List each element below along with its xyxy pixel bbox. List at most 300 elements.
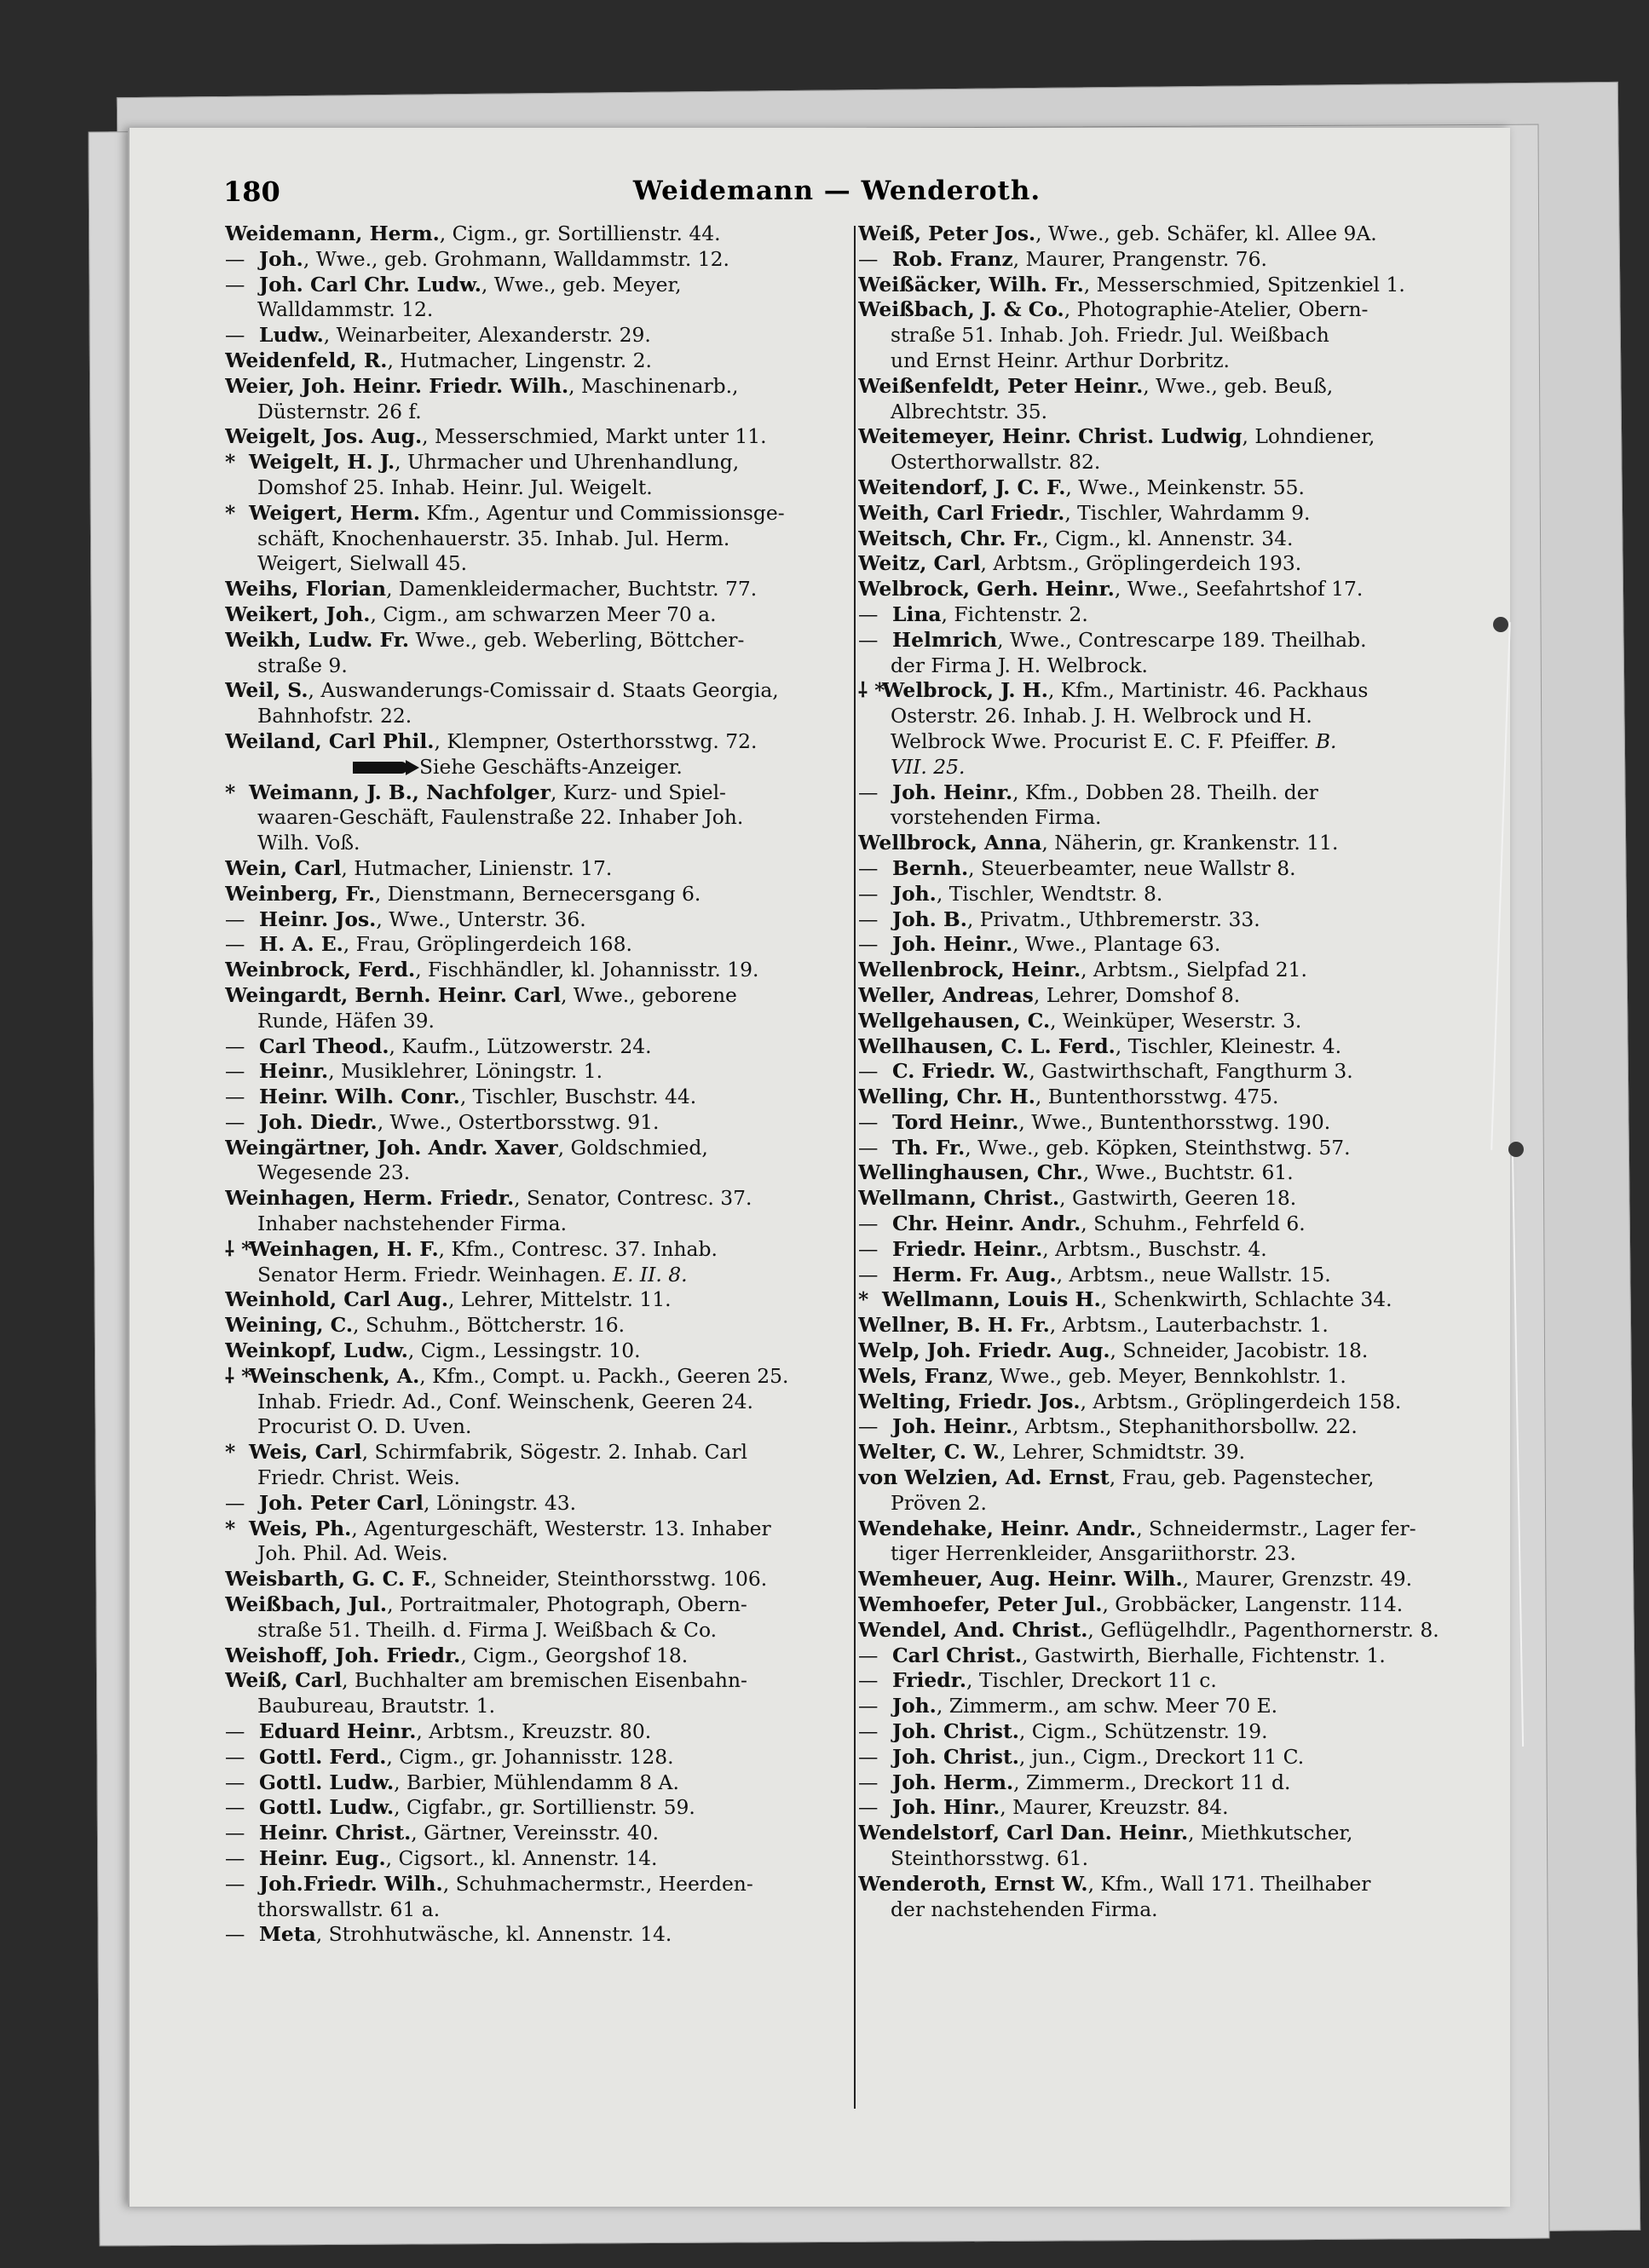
entry-text: , Weinarbeiter, Alexanderstr. 29. xyxy=(323,323,651,348)
entry-name: Welbrock, Gerh. Heinr. xyxy=(858,577,1115,602)
entry-name: Weith, Carl Friedr. xyxy=(858,500,1065,525)
dash-mark: — xyxy=(858,1109,879,1134)
dash-mark: — xyxy=(225,1795,245,1820)
entry-text: , Löningstr. 43. xyxy=(423,1490,577,1515)
directory-line xyxy=(225,1313,856,1338)
entry-text: Senator Herm. Friedr. Weinhagen. xyxy=(257,1262,607,1287)
entry-text: , Hutmacher, Linienstr. 17. xyxy=(341,855,613,880)
entry-text: Wwe., geb. Weberling, Böttcher- xyxy=(409,627,745,652)
entry-text: , Strohhutwäsche, kl. Annenstr. 14. xyxy=(315,1922,672,1947)
entry-text: , Tischler, Buschstr. 44. xyxy=(459,1085,697,1109)
entry-name: Weigelt, H. J. xyxy=(249,450,395,475)
directory-line xyxy=(225,1440,856,1465)
entry-text: , Wwe., geb. Köpken, Steinthstwg. 57. xyxy=(965,1135,1351,1160)
directory-line xyxy=(858,1872,1489,1897)
entry-text: Joh. Phil. Ad. Weis. xyxy=(257,1541,448,1566)
entry-name: Wendehake, Heinr. Andr. xyxy=(858,1516,1137,1540)
entry-text: , Lohndiener, xyxy=(1242,424,1375,449)
entry-name: Welp, Joh. Friedr. Aug. xyxy=(858,1338,1110,1363)
directory-line xyxy=(225,1414,856,1440)
entry-name: Welbrock, J. H. xyxy=(882,678,1048,703)
entry-name: Heinr. Eug. xyxy=(259,1846,386,1870)
directory-line xyxy=(858,805,1489,831)
entry-text: straße 9. xyxy=(257,653,348,677)
directory-line xyxy=(858,1897,1489,1923)
page-number: 180 xyxy=(223,176,280,208)
entry-text: , Cigm., Schützenstr. 19. xyxy=(1018,1719,1268,1744)
entry-name: Gottl. Ludw. xyxy=(259,1770,395,1794)
dash-mark: — xyxy=(225,932,245,957)
entry-text: , Wwe., Seefahrtshof 17. xyxy=(1114,577,1364,602)
entry-text: , Lehrer, Domshof 8. xyxy=(1033,982,1241,1007)
directory-line xyxy=(858,729,1489,755)
entry-text: , Schuhmachermstr., Heerden- xyxy=(442,1871,753,1896)
directory-line xyxy=(225,222,856,247)
directory-line xyxy=(858,1034,1489,1060)
entry-name: Weimann, J. B., Nachfolger xyxy=(249,780,551,804)
entry-text: , Wwe., Buchtstr. 61. xyxy=(1082,1160,1294,1185)
entry-name: Chr. Heinr. Andr. xyxy=(892,1212,1081,1236)
directory-line xyxy=(225,1821,856,1846)
directory-line xyxy=(858,856,1489,882)
entry-name: Weinkopf, Ludw. xyxy=(225,1338,408,1363)
entry-text: , Dienstmann, Bernecersgang 6. xyxy=(374,881,701,906)
entry-name: Weißenfeldt, Peter Heinr. xyxy=(858,373,1144,398)
directory-line xyxy=(858,1186,1489,1212)
dash-mark: — xyxy=(858,627,879,652)
directory-line xyxy=(858,602,1489,628)
entry-text: Domshof 25. Inhab. Heinr. Jul. Weigelt. xyxy=(257,475,653,499)
entry-text: thorswallstr. 61 a. xyxy=(257,1897,441,1921)
directory-line xyxy=(225,907,856,933)
dash-mark: — xyxy=(225,907,245,931)
entry-text: , jun., Cigm., Dreckort 11 C. xyxy=(1018,1744,1305,1769)
directory-line xyxy=(858,400,1489,425)
directory-line xyxy=(858,678,1489,704)
directory-line xyxy=(225,323,856,348)
entry-name: Joh. Peter Carl xyxy=(259,1490,424,1515)
dash-mark: — xyxy=(225,1033,245,1058)
entry-name: Wellmann, Louis H. xyxy=(882,1287,1101,1312)
directory-line xyxy=(225,1338,856,1364)
entry-name: Gottl. Ferd. xyxy=(259,1744,387,1769)
dash-mark: — xyxy=(858,907,879,931)
directory-line xyxy=(225,653,856,679)
directory-line xyxy=(858,780,1489,806)
directory-line xyxy=(225,983,856,1009)
entry-text: , Arbtsm., Kreuzstr. 80. xyxy=(416,1719,652,1744)
directory-line xyxy=(225,1287,856,1313)
entry-name: Weidenfeld, R. xyxy=(225,348,388,372)
directory-line xyxy=(225,1085,856,1110)
directory-line xyxy=(225,602,856,628)
entry-text: , Wwe., Meinkenstr. 55. xyxy=(1065,475,1305,499)
dash-mark: — xyxy=(858,1212,879,1236)
entry-text: Friedr. Christ. Weis. xyxy=(257,1465,460,1490)
directory-line xyxy=(225,348,856,374)
entry-name: Joh. Heinr. xyxy=(892,1414,1013,1439)
thread-lower xyxy=(1512,1150,1524,1747)
entry-marker: * xyxy=(225,500,236,525)
entry-reference: VII. 25. xyxy=(891,754,966,779)
entry-name: Lina xyxy=(892,602,942,626)
directory-line xyxy=(858,1592,1489,1618)
directory-line xyxy=(225,1136,856,1161)
entry-text: , Cigfabr., gr. Sortillienstr. 59. xyxy=(394,1795,695,1820)
entry-text: , Messerschmied, Spitzenkiel 1. xyxy=(1083,272,1405,296)
dash-mark: — xyxy=(858,1643,879,1667)
directory-line xyxy=(225,501,856,527)
entry-text: , Wwe., geborene xyxy=(561,982,737,1007)
directory-line xyxy=(858,577,1489,602)
entry-text: , Kfm., Compt. u. Packh., Geeren 25. xyxy=(419,1363,789,1388)
entry-text: , Geflügelhdlr., Pagenthornerstr. 8. xyxy=(1087,1617,1439,1642)
dash-mark: — xyxy=(225,1846,245,1870)
dash-mark: — xyxy=(858,855,879,880)
entry-marker: ⸸ * xyxy=(858,678,885,703)
entry-text: Kfm., Agentur und Commissionsge- xyxy=(419,500,785,525)
entry-name: Weisbarth, G. C. F. xyxy=(225,1567,431,1592)
directory-line xyxy=(225,1390,856,1415)
entry-text: , Hutmacher, Lingenstr. 2. xyxy=(387,348,652,372)
directory-line xyxy=(858,1846,1489,1872)
entry-name: Weikert, Joh. xyxy=(225,602,371,626)
entry-name: Wellhausen, C. L. Ferd. xyxy=(858,1033,1116,1058)
directory-line xyxy=(858,653,1489,679)
directory-line xyxy=(225,424,856,450)
entry-name: Weinhagen, H. F. xyxy=(249,1236,439,1261)
directory-line xyxy=(858,297,1489,323)
entry-text: , Damenkleidermacher, Buchtstr. 77. xyxy=(386,577,758,602)
entry-text: Osterstr. 26. Inhab. J. H. Welbrock und H. xyxy=(891,704,1312,728)
entry-name: Joh.Friedr. Wilh. xyxy=(259,1871,443,1896)
entry-text: Wegesende 23. xyxy=(257,1160,411,1185)
entry-name: Weißbach, J. & Co. xyxy=(858,297,1064,322)
entry-text: Welbrock Wwe. Procurist E. C. F. Pfeiffer. xyxy=(891,728,1310,753)
entry-name: Weikh, Ludw. Fr. xyxy=(225,627,410,652)
directory-line xyxy=(225,755,856,780)
dash-mark: — xyxy=(858,602,879,626)
entry-name: Weller, Andreas xyxy=(858,982,1034,1007)
entry-text: , Kfm., Dobben 28. Theilh. der xyxy=(1012,780,1318,804)
directory-line xyxy=(858,1517,1489,1542)
entry-name: Friedr. Heinr. xyxy=(892,1236,1043,1261)
directory-line xyxy=(225,374,856,400)
entry-text: der Firma J. H. Welbrock. xyxy=(891,653,1148,677)
directory-line xyxy=(858,1136,1489,1161)
entry-name: Wenderoth, Ernst W. xyxy=(858,1871,1088,1896)
dash-mark: — xyxy=(225,1085,245,1109)
binding-thread xyxy=(1483,622,1551,1747)
entry-name: Th. Fr. xyxy=(892,1135,966,1160)
entry-text: vorstehenden Firma. xyxy=(891,805,1102,830)
directory-line xyxy=(858,1212,1489,1237)
dash-mark: — xyxy=(858,1236,879,1261)
directory-line xyxy=(858,527,1489,552)
entry-text: , Tischler, Wendtstr. 8. xyxy=(936,881,1163,906)
dash-mark: — xyxy=(225,1770,245,1794)
entry-name: Weitz, Carl xyxy=(858,551,981,576)
directory-line xyxy=(858,1110,1489,1136)
entry-name: Joh. xyxy=(259,246,303,271)
entry-name: Joh. Heinr. xyxy=(892,780,1013,804)
entry-name: Joh. Herm. xyxy=(892,1770,1014,1794)
entry-text: , Tischler, Wahrdamm 9. xyxy=(1064,500,1311,525)
entry-text: , Tischler, Kleinestr. 4. xyxy=(1115,1033,1342,1058)
entry-text: , Kaufm., Lützowerstr. 24. xyxy=(389,1033,652,1058)
dash-mark: — xyxy=(225,1821,245,1845)
directory-line xyxy=(858,1287,1489,1313)
directory-line xyxy=(225,1517,856,1542)
directory-line xyxy=(225,400,856,425)
directory-line xyxy=(858,1059,1489,1085)
entry-text: Runde, Häfen 39. xyxy=(257,1008,435,1033)
directory-line xyxy=(225,1009,856,1034)
entry-text: , Senator, Contresc. 37. xyxy=(514,1186,752,1211)
dash-mark: — xyxy=(858,1135,879,1160)
entry-name: Heinr. xyxy=(259,1059,329,1084)
entry-text: , Photographie-Atelier, Obern- xyxy=(1064,297,1369,322)
entry-name: Welling, Chr. H. xyxy=(858,1085,1035,1109)
entry-text: , Kfm., Contresc. 37. Inhab. xyxy=(438,1236,718,1261)
directory-line xyxy=(858,1237,1489,1263)
stitch-hole xyxy=(1508,1142,1524,1157)
entry-text: waaren-Geschäft, Faulenstraße 22. Inhaber Joh. xyxy=(257,805,744,830)
entry-name: Meta xyxy=(259,1922,316,1947)
directory-line xyxy=(858,450,1489,475)
entry-name: Welting, Friedr. Jos. xyxy=(858,1389,1081,1413)
entry-name: Joh. Hinr. xyxy=(892,1795,1000,1820)
left-column xyxy=(225,222,856,1948)
entry-text: schäft, Knochenhauerstr. 35. Inhab. Jul. Herm. xyxy=(257,526,730,550)
entry-name: Welter, C. W. xyxy=(858,1440,1000,1465)
entry-text: , Cigm., Lessingstr. 10. xyxy=(407,1338,641,1363)
dash-mark: — xyxy=(858,780,879,804)
directory-line xyxy=(858,1414,1489,1440)
dash-mark: — xyxy=(858,932,879,957)
directory-line xyxy=(225,1491,856,1517)
entry-name: Heinr. Wilh. Conr. xyxy=(259,1085,460,1109)
entry-text: , Lehrer, Mittelstr. 11. xyxy=(448,1287,672,1312)
entry-text: und Ernst Heinr. Arthur Dorbritz. xyxy=(891,348,1230,372)
entry-name: Weißbach, Jul. xyxy=(225,1592,388,1617)
dash-mark: — xyxy=(225,1871,245,1896)
entry-text: Bahnhofstr. 22. xyxy=(257,704,412,728)
entry-text: , Cigm., Georgshof 18. xyxy=(460,1643,689,1667)
dash-mark: — xyxy=(225,1490,245,1515)
entry-name: Wemhoefer, Peter Jul. xyxy=(858,1592,1103,1617)
directory-line xyxy=(225,297,856,323)
directory-line xyxy=(858,1390,1489,1415)
entry-marker: * xyxy=(225,1440,236,1465)
directory-line xyxy=(225,247,856,273)
entry-name: Wellmann, Christ. xyxy=(858,1186,1060,1211)
directory-line xyxy=(858,348,1489,374)
directory-line xyxy=(858,222,1489,247)
directory-line xyxy=(858,374,1489,400)
entry-name: Weinschenk, A. xyxy=(249,1363,420,1388)
entry-marker: * xyxy=(858,1287,869,1312)
entry-text: , Gastwirthschaft, Fangthurm 3. xyxy=(1029,1059,1353,1084)
directory-line xyxy=(225,1237,856,1263)
entry-name: Heinr. Jos. xyxy=(259,907,377,931)
directory-line xyxy=(225,577,856,602)
entry-text: , Wwe., Plantage 63. xyxy=(1012,932,1221,957)
directory-line xyxy=(858,1491,1489,1517)
right-column xyxy=(858,222,1489,1922)
directory-line xyxy=(858,1338,1489,1364)
entry-text: , Wwe., Buntenthorsstwg. 190. xyxy=(1018,1109,1331,1134)
dash-mark: — xyxy=(858,1719,879,1744)
directory-line xyxy=(225,1059,856,1085)
directory-line xyxy=(858,323,1489,348)
directory-line xyxy=(858,1770,1489,1796)
entry-name: Wendel, And. Christ. xyxy=(858,1617,1088,1642)
directory-line xyxy=(225,678,856,704)
entry-text: , Maurer, Prangenstr. 76. xyxy=(1012,246,1267,271)
entry-text: Weigert, Sielwall 45. xyxy=(257,551,468,576)
entry-name: Joh. Heinr. xyxy=(892,932,1013,957)
entry-text: , Gastwirth, Bierhalle, Fichtenstr. 1. xyxy=(1022,1643,1386,1667)
entry-name: Weingärtner, Joh. Andr. Xaver xyxy=(225,1135,558,1160)
entry-text: , Buchhalter am bremischen Eisenbahn- xyxy=(342,1668,747,1693)
entry-name: Weigelt, Jos. Aug. xyxy=(225,424,423,449)
directory-line xyxy=(225,1110,856,1136)
entry-text: , Uhrmacher und Uhrenhandlung, xyxy=(395,450,740,475)
directory-line xyxy=(858,1618,1489,1643)
entry-text: , Tischler, Dreckort 11 c. xyxy=(966,1668,1217,1693)
entry-name: Carl Christ. xyxy=(892,1643,1023,1667)
directory-line xyxy=(858,1313,1489,1338)
directory-line xyxy=(858,958,1489,983)
entry-text: , Cigsort., kl. Annenstr. 14. xyxy=(385,1846,658,1870)
directory-line xyxy=(225,831,856,856)
entry-name: Weiß, Peter Jos. xyxy=(858,222,1036,245)
entry-text: , Lehrer, Schmidtstr. 39. xyxy=(999,1440,1246,1465)
directory-line xyxy=(858,628,1489,653)
entry-marker: * xyxy=(225,780,236,804)
entry-name: Weitemeyer, Heinr. Christ. Ludwig xyxy=(858,424,1243,449)
pointing-hand-icon xyxy=(353,762,407,774)
entry-text: Inhaber nachstehender Firma. xyxy=(257,1212,568,1236)
entry-name: Weigert, Herm. xyxy=(249,500,420,525)
directory-line xyxy=(225,1541,856,1567)
entry-text: , Arbtsm., Lauterbachstr. 1. xyxy=(1049,1313,1329,1338)
entry-text: , Arbtsm., Gröplingerdeich 158. xyxy=(1080,1389,1402,1413)
directory-line xyxy=(858,1465,1489,1491)
directory-line xyxy=(858,882,1489,907)
entry-name: Joh. xyxy=(892,881,937,906)
entry-text: , Cigm., gr. Sortillienstr. 44. xyxy=(439,222,721,245)
dash-mark: — xyxy=(858,1262,879,1287)
directory-line xyxy=(225,1592,856,1618)
dash-mark: — xyxy=(858,1770,879,1794)
entry-text: , Zimmerm., Dreckort 11 d. xyxy=(1013,1770,1291,1794)
running-head: Weidemann — Wenderoth. xyxy=(632,176,1041,206)
thread-upper xyxy=(1490,622,1511,1150)
directory-line xyxy=(858,1085,1489,1110)
entry-text: , Goldschmied, xyxy=(557,1135,708,1160)
entry-text: , Wwe., geb. Grohmann, Walldammstr. 12. xyxy=(303,246,729,271)
directory-line xyxy=(225,551,856,577)
entry-text: , Miethkutscher, xyxy=(1188,1821,1353,1845)
entry-name: Weiß, Carl xyxy=(225,1668,343,1693)
entry-text: , Messerschmied, Markt unter 11. xyxy=(422,424,767,449)
dash-mark: — xyxy=(225,1109,245,1134)
entry-text: , Privatm., Uthbremerstr. 33. xyxy=(966,907,1260,931)
entry-text: Albrechtstr. 35. xyxy=(891,399,1048,423)
directory-line xyxy=(858,247,1489,273)
entry-name: Joh. Carl Chr. Ludw. xyxy=(259,272,481,296)
entry-text: , Fichtenstr. 2. xyxy=(941,602,1088,626)
entry-name: Wellgehausen, C. xyxy=(858,1008,1051,1033)
entry-text: Siehe Geschäfts-Anzeiger. xyxy=(419,754,683,779)
entry-text: Pröven 2. xyxy=(891,1490,987,1515)
entry-text: , Maurer, Kreuzstr. 84. xyxy=(1000,1795,1229,1820)
entry-text: , Schneidermstr., Lager fer- xyxy=(1136,1516,1416,1540)
dash-mark: — xyxy=(225,272,245,296)
entry-text: , Arbtsm., neue Wallstr. 15. xyxy=(1056,1262,1331,1287)
dash-mark: — xyxy=(858,1059,879,1084)
entry-name: Weihs, Florian xyxy=(225,577,387,602)
entry-name: Wellenbrock, Heinr. xyxy=(858,958,1081,982)
entry-text: , Arbtsm., Buschstr. 4. xyxy=(1042,1236,1267,1261)
directory-line xyxy=(858,475,1489,501)
entry-text: , Cigm., kl. Annenstr. 34. xyxy=(1042,526,1294,550)
entry-name: Weier, Joh. Heinr. Friedr. Wilh. xyxy=(225,373,569,398)
dash-mark: — xyxy=(225,1744,245,1769)
entry-name: Rob. Franz xyxy=(892,246,1013,271)
entry-text: , Kfm., Martinistr. 46. Packhaus xyxy=(1047,678,1369,703)
directory-line xyxy=(858,1160,1489,1186)
entry-name: C. Friedr. W. xyxy=(892,1059,1029,1084)
directory-line xyxy=(225,1618,856,1643)
entry-text: , Wwe., Unterstr. 36. xyxy=(376,907,586,931)
directory-line xyxy=(225,729,856,755)
entry-name: Wein, Carl xyxy=(225,855,342,880)
entry-text: , Frau, geb. Pagenstecher, xyxy=(1109,1465,1375,1490)
directory-line xyxy=(225,704,856,729)
entry-text: , Wwe., Ostertborsstwg. 91. xyxy=(377,1109,660,1134)
entry-text: , Wwe., geb. Meyer, Bennkohlstr. 1. xyxy=(987,1363,1346,1388)
entry-marker: * xyxy=(225,1516,236,1540)
directory-line xyxy=(225,273,856,298)
entry-name: Weining, C. xyxy=(225,1313,354,1338)
entry-text: , Schuhm., Böttcherstr. 16. xyxy=(353,1313,626,1338)
directory-line xyxy=(858,932,1489,958)
entry-text: , Gastwirth, Geeren 18. xyxy=(1059,1186,1297,1211)
directory-page xyxy=(128,128,1510,2207)
entry-text: , Agenturgeschäft, Westerstr. 13. Inhaber xyxy=(351,1516,771,1540)
directory-line xyxy=(225,1922,856,1948)
entry-text: , Näherin, gr. Krankenstr. 11. xyxy=(1041,831,1339,855)
entry-name: Weil, S. xyxy=(225,678,308,703)
directory-line xyxy=(858,1541,1489,1567)
directory-line xyxy=(225,1186,856,1212)
directory-line xyxy=(858,1694,1489,1719)
entry-text: , Wwe., geb. Meyer, xyxy=(481,272,682,296)
entry-name: Joh. Diedr. xyxy=(259,1109,378,1134)
entry-text: , Arbtsm., Sielpfad 21. xyxy=(1081,958,1307,982)
dash-mark: — xyxy=(225,246,245,271)
dash-mark: — xyxy=(225,323,245,348)
entry-marker: ⸸ * xyxy=(225,1363,252,1388)
entry-text: , Kfm., Wall 171. Theilhaber xyxy=(1087,1871,1371,1896)
directory-line xyxy=(225,1897,856,1923)
directory-line xyxy=(225,1364,856,1390)
directory-line xyxy=(858,1440,1489,1465)
entry-name: Weishoff, Joh. Friedr. xyxy=(225,1643,461,1667)
